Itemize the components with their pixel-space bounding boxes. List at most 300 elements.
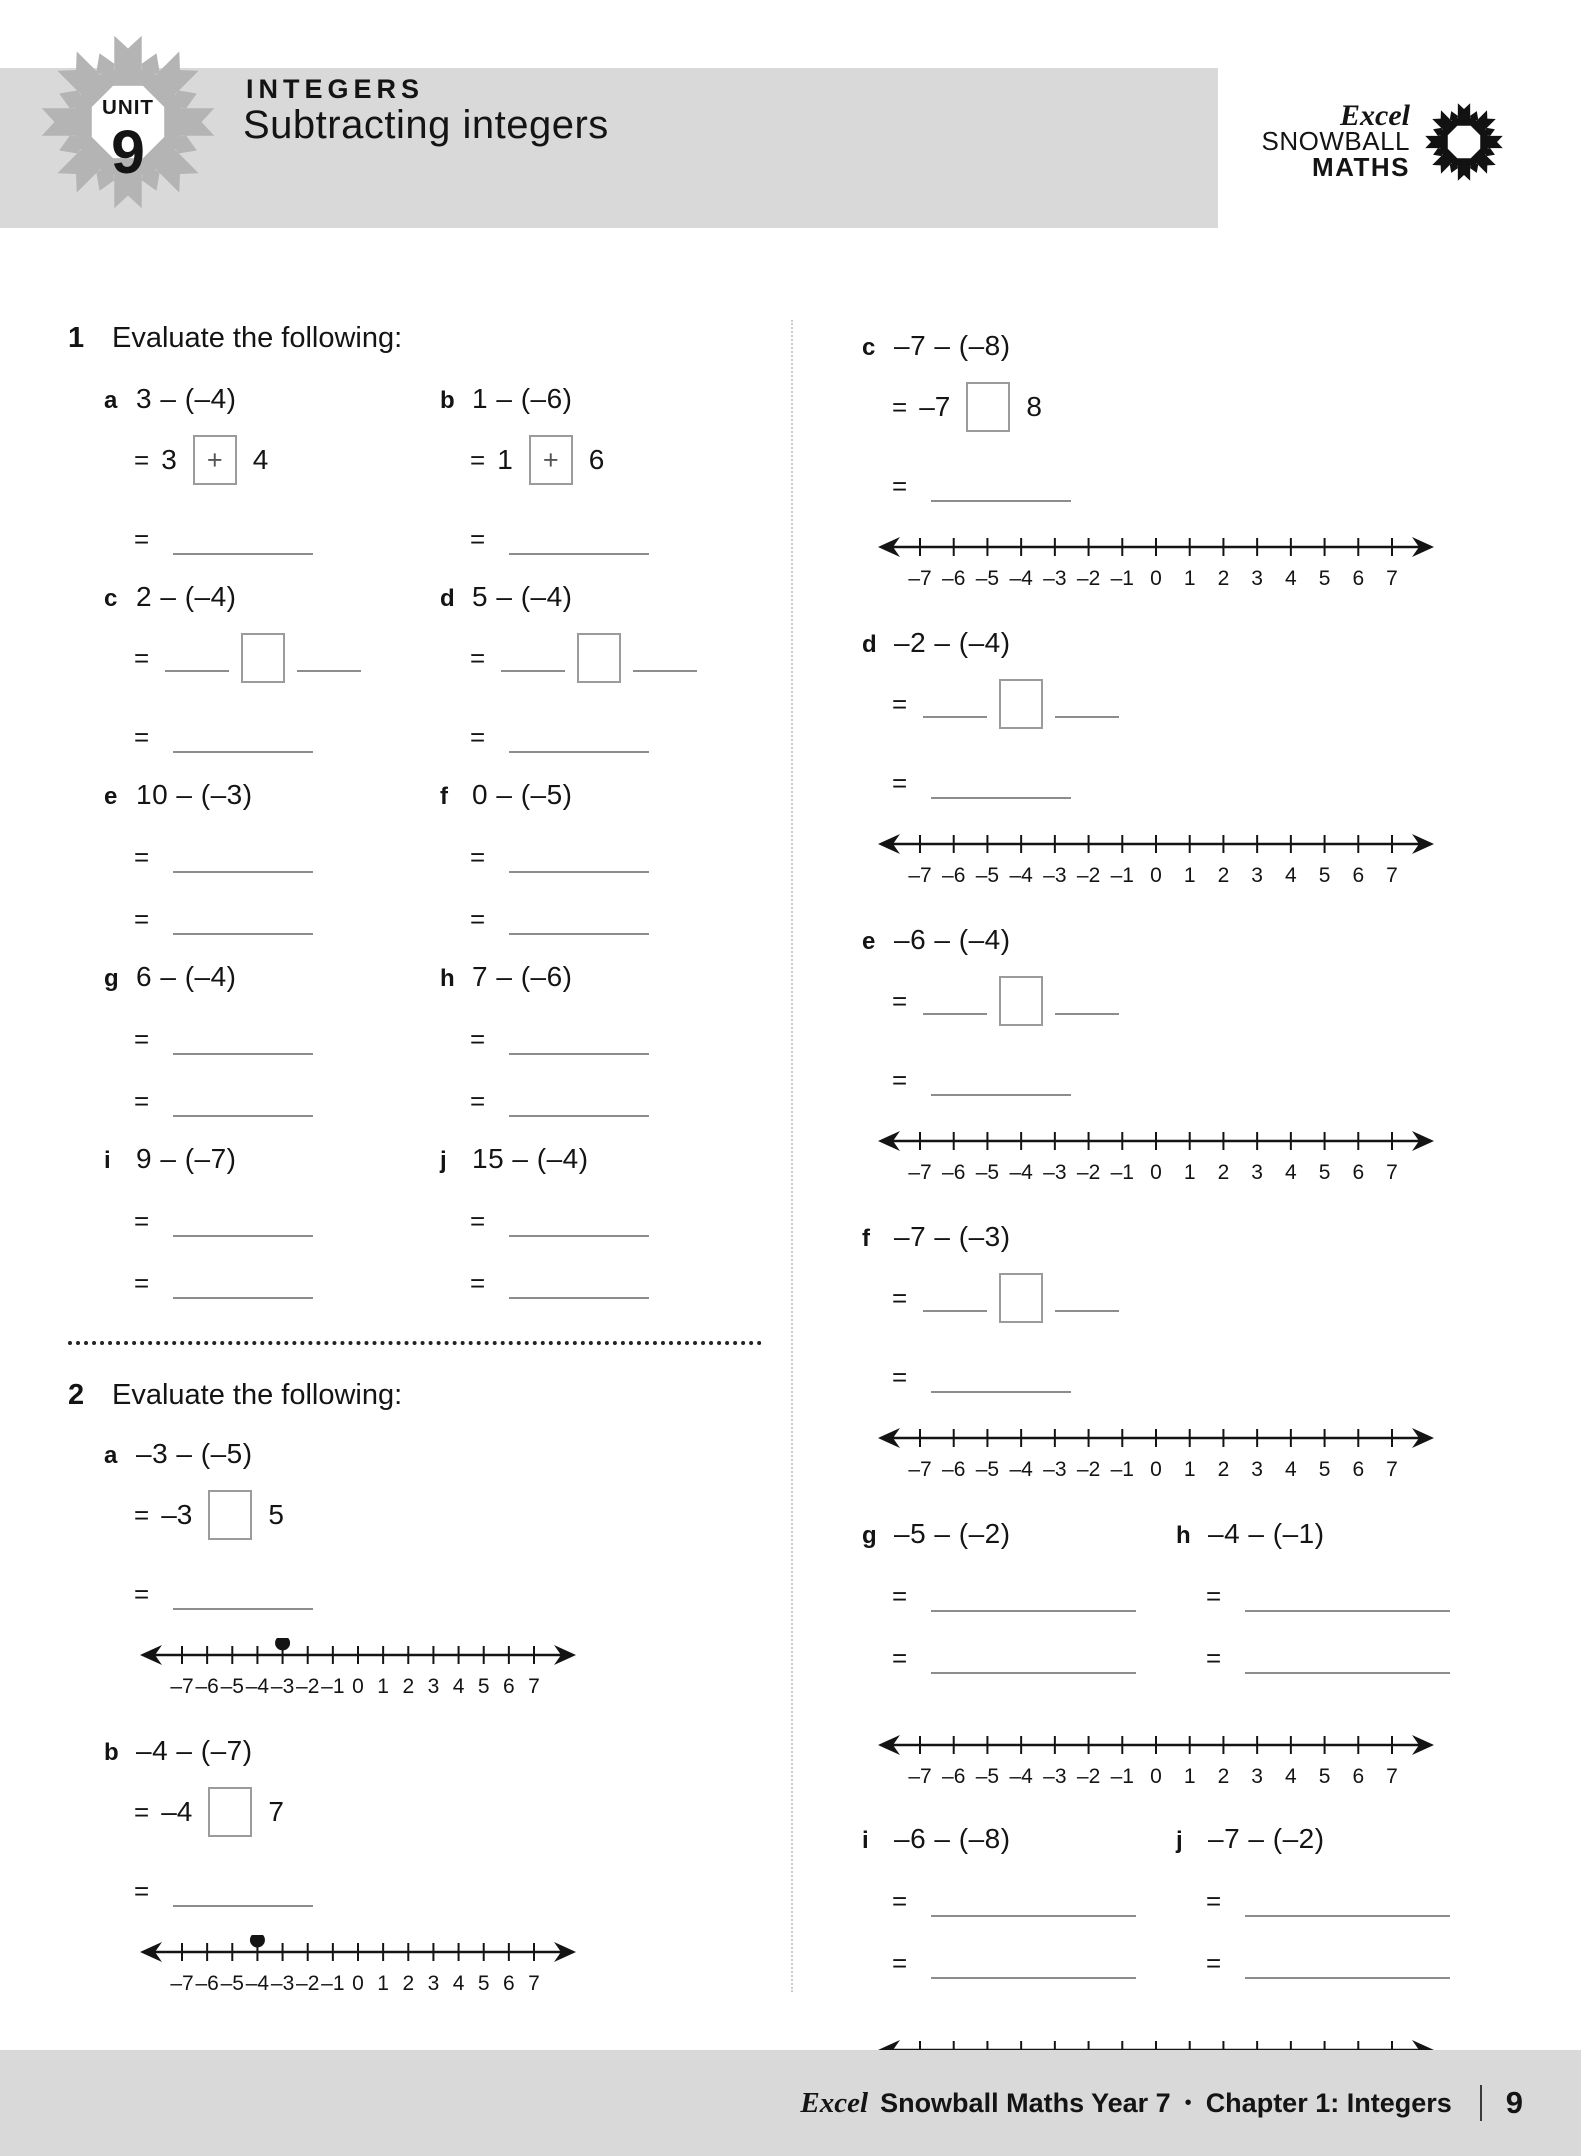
work-operand: 1 xyxy=(497,444,513,475)
tick-label: –5 xyxy=(975,1765,1000,1788)
equals-sign: = xyxy=(892,471,908,501)
tick-label: 3 xyxy=(1251,864,1263,887)
part-label: a xyxy=(104,1442,118,1469)
equals-sign: = xyxy=(892,1362,908,1392)
part-expression: 5 – (–4) xyxy=(472,581,573,612)
answer-blank[interactable] xyxy=(1245,1646,1450,1674)
answer-row xyxy=(1206,1642,1482,1674)
equals-sign: = xyxy=(134,1796,150,1827)
answer-blank[interactable] xyxy=(173,725,313,753)
tick-label: –6 xyxy=(195,1972,219,1995)
tick-label: 4 xyxy=(1285,1161,1297,1184)
answer-row xyxy=(470,721,762,753)
part-d xyxy=(440,581,762,753)
part-question xyxy=(862,1518,1168,1550)
number-line-row xyxy=(876,1421,1482,1492)
answer-row xyxy=(892,1885,1168,1917)
tick-label: –3 xyxy=(270,1972,295,1995)
answer-blank[interactable] xyxy=(931,1646,1136,1674)
tick-label: –1 xyxy=(1110,567,1134,590)
part-f xyxy=(862,1221,1482,1492)
plotted-point xyxy=(250,1935,265,1948)
equals-sign: = xyxy=(892,1065,908,1095)
equals-sign: = xyxy=(470,642,486,673)
part-label: g xyxy=(862,1522,877,1549)
tick-label: –6 xyxy=(195,1675,219,1698)
answer-row xyxy=(470,1023,762,1055)
part-expression: 3 – (–4) xyxy=(136,383,237,414)
tick-label: 1 xyxy=(1183,1458,1196,1481)
part-expression: 9 – (–7) xyxy=(136,1143,237,1174)
equals-sign: = xyxy=(470,842,486,872)
answer-row xyxy=(1206,1580,1482,1612)
tick-label: –3 xyxy=(1043,1765,1067,1788)
answer-row xyxy=(892,767,1482,799)
equals-sign: = xyxy=(470,722,486,752)
equals-sign: = xyxy=(134,1876,150,1906)
part-expression: 1 – (–6) xyxy=(472,383,573,414)
answer-blank[interactable] xyxy=(1245,1951,1450,1979)
part-expression: –6 – (–8) xyxy=(894,1823,1011,1854)
answer-row xyxy=(892,1361,1482,1393)
tick-label: 2 xyxy=(1217,1161,1230,1184)
answer-blank[interactable] xyxy=(1245,1889,1450,1917)
answer-blank[interactable] xyxy=(165,644,229,672)
equals-sign: = xyxy=(134,1086,150,1116)
publisher-logo xyxy=(1252,98,1508,186)
operation-box[interactable] xyxy=(999,976,1043,1026)
part-e xyxy=(104,779,426,935)
answer-row xyxy=(470,841,762,873)
tick-label: 7 xyxy=(1386,567,1398,590)
part-label: f xyxy=(862,1225,870,1252)
footer-chapter: Chapter 1: Integers xyxy=(1205,2087,1452,2118)
answer-blank[interactable] xyxy=(297,644,361,672)
answer-blank[interactable] xyxy=(173,1582,313,1610)
tick-label: 3 xyxy=(1251,1765,1263,1788)
part-question xyxy=(104,1143,426,1175)
part-label: g xyxy=(104,965,119,992)
tick-label: 2 xyxy=(1217,1765,1230,1788)
tick-label: 7 xyxy=(1386,1161,1398,1184)
answer-blank[interactable] xyxy=(173,527,313,555)
tick-label: –1 xyxy=(321,1972,345,1995)
answer-blank[interactable] xyxy=(509,907,649,935)
part-question xyxy=(862,1221,1482,1253)
answer-blank[interactable] xyxy=(931,771,1071,799)
tick-label: –2 xyxy=(1076,864,1101,887)
tick-label: 3 xyxy=(1251,1161,1263,1184)
part-question xyxy=(862,627,1482,659)
tick-label: 3 xyxy=(1251,567,1263,590)
answer-blank[interactable] xyxy=(931,1584,1136,1612)
tick-label: –7 xyxy=(170,1972,194,1995)
work-operand: 8 xyxy=(1026,391,1042,422)
part-label: i xyxy=(104,1147,111,1174)
working-row xyxy=(470,427,762,493)
number-line[interactable] xyxy=(876,1124,1436,1190)
operation-box[interactable] xyxy=(208,1490,252,1540)
answer-row xyxy=(134,1875,762,1907)
answer-row xyxy=(892,470,1482,502)
question-pair xyxy=(862,1518,1482,1700)
work-operand: –3 xyxy=(161,1499,193,1530)
tick-label: –7 xyxy=(908,1161,932,1184)
answer-blank[interactable] xyxy=(1245,1584,1450,1612)
answer-row xyxy=(892,1580,1168,1612)
equals-sign: = xyxy=(134,1206,150,1236)
answer-blank[interactable] xyxy=(509,1027,649,1055)
operation-box[interactable]: + xyxy=(193,435,237,485)
answer-row xyxy=(134,523,426,555)
answer-blank[interactable] xyxy=(931,1068,1071,1096)
part-label: i xyxy=(862,1827,869,1854)
operation-box[interactable] xyxy=(999,1273,1043,1323)
tick-label: –4 xyxy=(1009,1765,1033,1788)
part-question xyxy=(1176,1518,1482,1550)
tick-label: 0 xyxy=(1150,1765,1162,1788)
tick-label: 1 xyxy=(377,1675,389,1698)
tick-label: 5 xyxy=(477,1972,490,1995)
answer-blank[interactable] xyxy=(173,1027,313,1055)
logo-excel: Excel xyxy=(1340,99,1410,132)
part-b xyxy=(104,1735,762,2006)
snowflake-icon xyxy=(1420,98,1508,186)
number-line[interactable] xyxy=(876,1421,1436,1487)
tick-label: 1 xyxy=(377,1972,389,1995)
part-expression: 7 – (–6) xyxy=(472,961,573,992)
working-row xyxy=(134,625,426,691)
unit-label: UNIT xyxy=(102,96,154,120)
tick-label: –1 xyxy=(1110,1161,1134,1184)
part-label: a xyxy=(104,387,118,414)
footer-bullet: • xyxy=(1184,2091,1192,2114)
equals-sign: = xyxy=(470,1086,486,1116)
tick-label: –7 xyxy=(908,1458,932,1481)
part-label: b xyxy=(104,1739,119,1766)
working-row xyxy=(892,1265,1482,1331)
page-title: Subtracting integers xyxy=(243,103,609,147)
answer-row xyxy=(470,903,762,935)
answer-row xyxy=(470,1205,762,1237)
tick-label: –6 xyxy=(942,1458,966,1481)
operation-box[interactable] xyxy=(999,679,1043,729)
left-column xyxy=(68,322,762,2032)
part-h xyxy=(1176,1518,1482,1674)
working-row xyxy=(470,625,762,691)
part-question xyxy=(440,779,762,811)
part-label: d xyxy=(440,585,455,612)
number-line[interactable] xyxy=(876,530,1436,596)
tick-label: 4 xyxy=(1285,864,1297,887)
question-pair-group xyxy=(862,1518,1482,1799)
tick-label: 6 xyxy=(1352,1765,1365,1788)
tick-label: –6 xyxy=(942,1765,966,1788)
section-divider xyxy=(68,1341,762,1345)
unit-number: 9 xyxy=(111,117,145,186)
part-label: b xyxy=(440,387,455,414)
part-expression: 10 – (–3) xyxy=(136,779,253,810)
answer-blank[interactable] xyxy=(931,474,1071,502)
question-2-heading xyxy=(68,1379,762,1412)
tick-label: 0 xyxy=(1150,864,1162,887)
page-number: 9 xyxy=(1505,2085,1523,2120)
tick-label: 6 xyxy=(1352,1161,1365,1184)
answer-blank[interactable] xyxy=(931,1889,1136,1917)
tick-label: 4 xyxy=(452,1675,465,1698)
working-row xyxy=(134,1482,762,1548)
part-j xyxy=(440,1143,762,1299)
tick-label: 6 xyxy=(1352,567,1365,590)
answer-row xyxy=(1206,1947,1482,1979)
tick-label: –3 xyxy=(1043,1161,1067,1184)
tick-label: –1 xyxy=(321,1675,345,1698)
operation-box[interactable] xyxy=(241,633,285,683)
part-question xyxy=(104,961,426,993)
tick-label: –2 xyxy=(296,1675,320,1698)
part-question xyxy=(862,1823,1168,1855)
work-operand: 6 xyxy=(588,444,605,475)
working-row xyxy=(892,374,1482,440)
operation-box[interactable] xyxy=(208,1787,252,1837)
tick-label: 3 xyxy=(1251,1458,1263,1481)
part-question xyxy=(104,1735,762,1767)
tick-label: –7 xyxy=(908,567,932,590)
question-number: 1 xyxy=(68,322,85,354)
tick-label: 1 xyxy=(1183,1765,1196,1788)
part-question xyxy=(104,779,426,811)
tick-label: –1 xyxy=(1110,864,1134,887)
work-operand: –4 xyxy=(161,1796,193,1827)
tick-label: 2 xyxy=(402,1675,415,1698)
equals-sign: = xyxy=(892,1886,908,1916)
answer-blank[interactable] xyxy=(173,845,313,873)
work-operand: 7 xyxy=(268,1796,284,1827)
answer-row xyxy=(470,1085,762,1117)
tick-label: 1 xyxy=(1183,864,1196,887)
answer-row xyxy=(134,721,426,753)
equals-sign: = xyxy=(134,1024,150,1054)
part-label: j xyxy=(1176,1827,1183,1854)
equals-sign: = xyxy=(134,722,150,752)
footer-series-title: Snowball Maths Year 7 xyxy=(880,2087,1171,2118)
part-expression: –5 – (–2) xyxy=(894,1518,1011,1549)
tick-label: 5 xyxy=(1318,864,1331,887)
number-line-row xyxy=(876,1124,1482,1195)
question-2-right-parts xyxy=(862,330,1482,2128)
answer-blank[interactable] xyxy=(173,1089,313,1117)
tick-label: 1 xyxy=(1183,1161,1196,1184)
page-footer xyxy=(0,2050,1581,2156)
tick-label: –5 xyxy=(975,1458,1000,1481)
part-question xyxy=(104,1438,762,1470)
operation-box[interactable]: + xyxy=(529,435,573,485)
tick-label: 4 xyxy=(452,1972,465,1995)
equals-sign: = xyxy=(470,444,486,475)
tick-label: 7 xyxy=(1386,1765,1398,1788)
operation-box[interactable] xyxy=(966,382,1010,432)
part-label: j xyxy=(440,1147,447,1174)
equals-sign: = xyxy=(892,391,908,422)
answer-blank[interactable] xyxy=(1055,987,1119,1015)
equals-sign: = xyxy=(134,1579,150,1609)
answer-blank[interactable] xyxy=(173,1879,313,1907)
part-expression: –2 – (–4) xyxy=(894,627,1011,658)
equals-sign: = xyxy=(892,985,908,1016)
tick-label: 5 xyxy=(1318,1458,1331,1481)
answer-blank[interactable] xyxy=(509,845,649,873)
tick-label: –1 xyxy=(1110,1765,1134,1788)
equals-sign: = xyxy=(134,1268,150,1298)
part-f xyxy=(440,779,762,935)
part-label: e xyxy=(104,783,118,810)
answer-blank[interactable] xyxy=(923,987,987,1015)
equals-sign: = xyxy=(134,904,150,934)
answer-blank[interactable] xyxy=(931,1951,1136,1979)
part-label: c xyxy=(104,585,118,612)
answer-blank[interactable] xyxy=(923,1284,987,1312)
equals-sign: = xyxy=(470,1268,486,1298)
tick-label: –4 xyxy=(1009,1161,1033,1184)
tick-label: –4 xyxy=(245,1675,270,1698)
tick-label: –5 xyxy=(975,864,1000,887)
answer-blank[interactable] xyxy=(923,690,987,718)
tick-label: 4 xyxy=(1285,1765,1297,1788)
equals-sign: = xyxy=(892,1643,908,1673)
part-expression: 0 – (–5) xyxy=(472,779,573,810)
tick-label: –5 xyxy=(975,567,1000,590)
tick-label: –2 xyxy=(296,1972,320,1995)
answer-blank[interactable] xyxy=(509,1271,649,1299)
answer-blank[interactable] xyxy=(1055,690,1119,718)
tick-label: 4 xyxy=(1285,567,1297,590)
footer-divider xyxy=(1480,2085,1482,2121)
answer-row xyxy=(134,1085,426,1117)
working-row xyxy=(892,671,1482,737)
tick-label: –3 xyxy=(1043,567,1067,590)
part-question xyxy=(440,1143,762,1175)
work-operand: 5 xyxy=(268,1499,284,1530)
tick-label: –4 xyxy=(1009,567,1033,590)
part-d xyxy=(862,627,1482,898)
tick-label: 6 xyxy=(503,1972,515,1995)
answer-blank[interactable] xyxy=(509,725,649,753)
tick-label: 7 xyxy=(1386,864,1398,887)
tick-label: –6 xyxy=(942,567,966,590)
part-label: h xyxy=(1176,1522,1191,1549)
answer-row xyxy=(892,1642,1168,1674)
part-g xyxy=(104,961,426,1117)
answer-blank[interactable] xyxy=(931,1365,1071,1393)
tick-label: 0 xyxy=(352,1972,364,1995)
question-prompt: Evaluate the following: xyxy=(112,322,403,354)
work-operand: –7 xyxy=(919,391,951,422)
number-line-row xyxy=(876,530,1482,601)
equals-sign: = xyxy=(470,904,486,934)
tick-label: 5 xyxy=(477,1675,490,1698)
answer-blank[interactable] xyxy=(509,1089,649,1117)
part-c xyxy=(104,581,426,753)
equals-sign: = xyxy=(1206,1643,1222,1673)
tick-label: 0 xyxy=(1150,567,1162,590)
number-line[interactable] xyxy=(138,1638,578,1704)
tick-label: –4 xyxy=(245,1972,270,1995)
tick-label: 4 xyxy=(1285,1458,1297,1481)
part-expression: –7 – (–8) xyxy=(894,330,1011,361)
tick-label: 2 xyxy=(402,1972,415,1995)
tick-label: 5 xyxy=(1318,567,1331,590)
number-line-row xyxy=(876,827,1482,898)
part-expression: –4 – (–1) xyxy=(1208,1518,1325,1549)
tick-label: –6 xyxy=(942,864,966,887)
tick-label: 5 xyxy=(1318,1765,1331,1788)
question-prompt: Evaluate the following: xyxy=(112,1379,403,1411)
part-expression: 15 – (–4) xyxy=(472,1143,589,1174)
tick-label: –6 xyxy=(942,1161,966,1184)
answer-row xyxy=(134,1267,426,1299)
number-line[interactable] xyxy=(138,1935,578,2001)
tick-label: 0 xyxy=(1150,1161,1162,1184)
answer-row xyxy=(134,841,426,873)
part-question xyxy=(862,924,1482,956)
equals-sign: = xyxy=(892,688,908,719)
operation-box[interactable] xyxy=(577,633,621,683)
equals-sign: = xyxy=(134,444,150,475)
answer-blank[interactable] xyxy=(173,907,313,935)
answer-blank[interactable] xyxy=(501,644,565,672)
answer-blank[interactable] xyxy=(509,527,649,555)
unit-badge-icon xyxy=(30,24,226,220)
plotted-point xyxy=(275,1638,290,1651)
part-c xyxy=(862,330,1482,601)
answer-blank[interactable] xyxy=(173,1271,313,1299)
answer-blank[interactable] xyxy=(633,644,697,672)
equals-sign: = xyxy=(470,524,486,554)
answer-blank[interactable] xyxy=(1055,1284,1119,1312)
part-label: h xyxy=(440,965,455,992)
number-line[interactable] xyxy=(876,827,1436,893)
part-g xyxy=(862,1518,1168,1674)
equals-sign: = xyxy=(134,524,150,554)
part-i xyxy=(862,1823,1168,1979)
tick-label: 6 xyxy=(1352,1458,1365,1481)
equals-sign: = xyxy=(892,768,908,798)
tick-label: –5 xyxy=(220,1675,244,1698)
part-question xyxy=(104,383,426,415)
part-label: f xyxy=(440,783,448,810)
tick-label: 6 xyxy=(503,1675,515,1698)
publisher-logo-text xyxy=(1252,99,1410,182)
equals-sign: = xyxy=(892,1282,908,1313)
number-line-row xyxy=(138,1638,762,1709)
tick-label: 5 xyxy=(1318,1161,1331,1184)
part-expression: 6 – (–4) xyxy=(136,961,237,992)
answer-blank[interactable] xyxy=(173,1209,313,1237)
tick-label: 2 xyxy=(1217,864,1230,887)
equals-sign: = xyxy=(1206,1581,1222,1611)
answer-row xyxy=(470,1267,762,1299)
part-label: e xyxy=(862,928,876,955)
tick-label: –2 xyxy=(1076,1458,1101,1481)
tick-label: –4 xyxy=(1009,864,1033,887)
answer-blank[interactable] xyxy=(509,1209,649,1237)
part-a xyxy=(104,383,426,555)
part-expression: –7 – (–2) xyxy=(1208,1823,1325,1854)
work-operand: 3 xyxy=(161,444,177,475)
part-expression: –6 – (–4) xyxy=(894,924,1011,955)
number-line[interactable] xyxy=(876,1728,1436,1794)
tick-label: 0 xyxy=(352,1675,364,1698)
